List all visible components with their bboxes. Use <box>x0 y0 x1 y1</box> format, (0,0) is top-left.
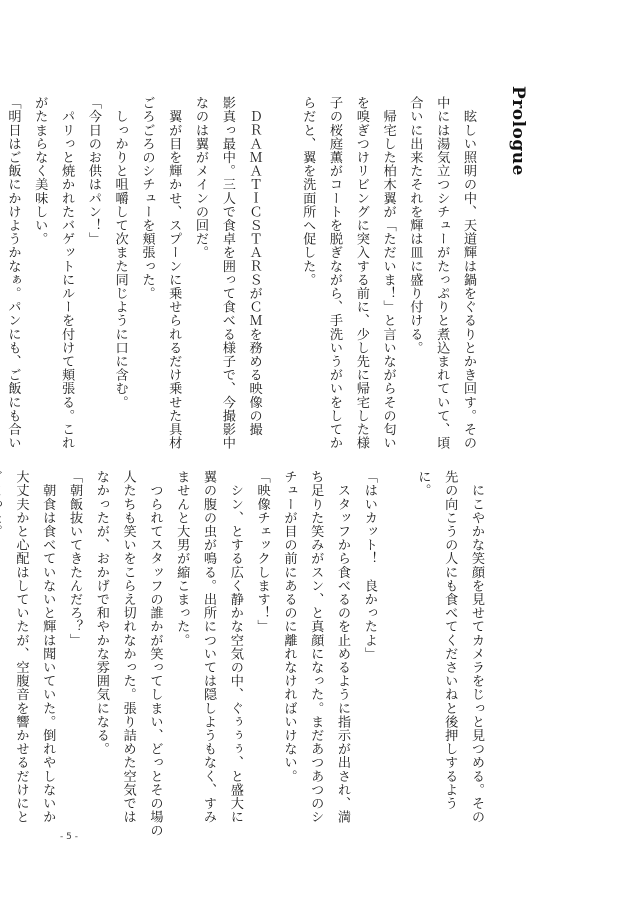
text-line: 「明日はご飯にかけようかなぁ。パンにも、ご飯にも合い <box>5 96 21 450</box>
text-line: 「今日のお供はパン！」 <box>85 96 101 246</box>
body-text-upper <box>0 96 481 498</box>
text-line: 「映像チェックします！」 <box>254 470 270 634</box>
text-line: なのは翼がメインの回だ。 <box>193 96 209 260</box>
text-line: 影真っ最中。三人で食卓を囲って食べる様子で、今撮影中 <box>219 96 235 450</box>
text-line: ＤＲＡＭＡＴＩＣＳＴＡＲＳがＣＭを務める映像の撮 <box>246 96 262 436</box>
text-line: 「はいカット！ 良かったよ」 <box>361 470 377 661</box>
text-line: 大丈夫かと心配はしていたが、空腹音を響かせるだけにと <box>13 470 29 824</box>
text-line: 「朝飯抜いてきたんだろ？」 <box>67 470 83 647</box>
text-line: ち足りた笑みがスン、と真顔になった。まだあつあつのシ <box>308 470 324 824</box>
page-number: - 5 - <box>60 832 78 842</box>
text-line: つられてスタッフの誰かが笑ってしまい、どっとその場の <box>147 470 163 838</box>
text-line: しっかりと咀嚼して次また同じように口に含む。 <box>112 96 128 409</box>
text-line: 眩しい照明の中、天道輝は鍋をぐるりとかき回す。その <box>461 96 476 450</box>
text-line: 子の桜庭薫がコートを脱ぎながら、手洗いうがいをしてか <box>327 96 343 450</box>
chapter-title: Prologue <box>508 86 528 176</box>
text-line: を嗅ぎつけリビングに突入する前に、少し先に帰宅した様 <box>353 96 369 450</box>
text-line: に。 <box>415 470 431 498</box>
text-line: スタッフから食べるのを止めるように指示が出され、満 <box>335 470 351 824</box>
text-line <box>267 96 294 498</box>
text-line: 翼の腹の虫が鳴る。出所については隠しようもなく、すみ <box>201 470 217 824</box>
text-line <box>0 470 7 826</box>
text-line: 朝食は食べていないと輝は聞いていた。倒れやしないか <box>40 470 56 824</box>
text-line: ごろごろのシチューを頬張った。 <box>139 96 155 300</box>
text-line: にこやかな笑顔を見せてカメラをじっと見つめる。その <box>469 470 484 824</box>
text-line: 先の向こうの人にも食べてくださいねと後押しするよう <box>442 470 458 810</box>
text-line: 合いに出来たそれを輝は皿に盛り付ける。 <box>407 96 423 355</box>
text-line: 帰宅した柏木翼が「ただいま！」と言いながらその匂い <box>380 96 396 450</box>
body-text-lower <box>0 470 489 838</box>
text-line: パリっと焼かれたバゲットにルーを付けて頬張る。これ <box>59 96 75 450</box>
text-line <box>382 470 409 826</box>
text-line: 中には湯気立つシチューがたっぷりと煮込まれていて、頃 <box>434 96 450 450</box>
text-line: ませんと大男が縮こまった。 <box>174 470 190 647</box>
text-line: 人たちも笑いをこらえ切れなかった。張り詰めた空気では <box>120 470 136 824</box>
text-line: チューが目の前にあるのに離れなければいけない。 <box>281 470 297 783</box>
text-line: シン、とする広く静かな空気の中、ぐぅぅぅ、と盛大に <box>227 470 243 824</box>
text-line: 翼が目を輝かせ、スプーンに乗せられるだけ乗せた具材 <box>166 96 182 450</box>
text-line: なかったが、おかげで和やかな雰囲気になる。 <box>93 470 109 756</box>
text-line: がたまらなく美味しい。 <box>32 96 48 246</box>
text-line: らだと、翼を洗面所へ促した。 <box>300 96 316 287</box>
